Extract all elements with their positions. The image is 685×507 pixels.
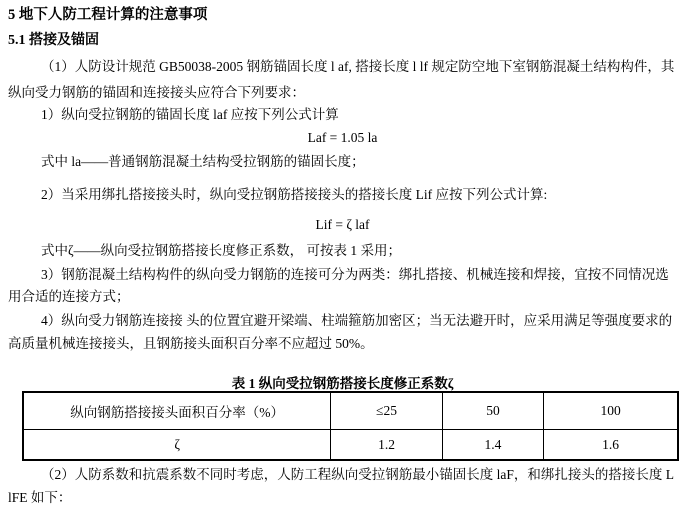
table-cell-zeta-3: 1.6 bbox=[544, 430, 678, 461]
paragraph-1-line-2: 纵向受力钢筋的锚固和连接接头应符合下列要求： bbox=[8, 85, 305, 100]
formula-lap-length: Lif = ζ laf bbox=[315, 217, 370, 232]
list-item-3-line-2: 用合适的连接方式； bbox=[8, 289, 130, 304]
list-item-4-line-1: 4）纵向受力钢筋连接接 头的位置宜避开梁端、柱端箍筋加密区；当无法避开时，应采用满足等强度要求的 bbox=[41, 313, 673, 328]
paragraph-1-line-1: （1）人防设计规范 GB50038-2005 钢筋锚固长度 l af, 搭接长度 l lf 规定防空地下室钢筋混凝土结构构件，其 bbox=[41, 59, 675, 74]
table-title: 表 1 纵向受拉钢筋搭接长度修正系数ζ bbox=[231, 376, 454, 391]
paragraph-2-line-2: lFE 如下： bbox=[8, 490, 72, 505]
paragraph-2-line-1: （2）人防系数和抗震系数不同时考虑，人防工程纵向受拉钢筋最小锚固长度 laF，和绑扎接头的搭接长度 L bbox=[41, 467, 674, 482]
formula-1-note: 式中 la——普通钢筋混凝土结构受拉钢筋的锚固长度； bbox=[41, 154, 365, 169]
subsection-heading: 5.1 搭接及锚固 bbox=[8, 33, 99, 48]
formula-anchorage-length: Laf = 1.05 la bbox=[307, 130, 378, 145]
table-cell-le25: ≤25 bbox=[331, 392, 442, 430]
table-cell-zeta-2: 1.4 bbox=[442, 430, 544, 461]
list-item-2: 2）当采用绑扎搭接接头时，纵向受拉钢筋搭接接头的搭接长度 Lif 应按下列公式计算: bbox=[41, 187, 548, 202]
table-cell-percentage-label: 纵向钢筋搭接接头面积百分率（%） bbox=[23, 392, 331, 430]
list-item-1: 1）纵向受拉钢筋的锚固长度 laf 应按下列公式计算 bbox=[41, 107, 339, 122]
table-cell-50: 50 bbox=[442, 392, 544, 430]
list-item-3-line-1: 3）钢筋混凝土结构构件的纵向受力钢筋的连接可分为两类：绑扎搭接、机械连接和焊接，宜按不同情况选 bbox=[41, 267, 669, 282]
table-data-row bbox=[23, 430, 678, 461]
table-cell-zeta-label: ζ bbox=[23, 430, 331, 461]
correction-factor-table bbox=[22, 391, 679, 461]
table-cell-100: 100 bbox=[544, 392, 678, 430]
list-item-4-line-2: 高质量机械连接接头，且钢筋接头面积百分率不应超过 50%。 bbox=[8, 336, 374, 351]
table-cell-zeta-1: 1.2 bbox=[331, 430, 442, 461]
table-header-row bbox=[23, 392, 678, 430]
section-heading: 5 地下人防工程计算的注意事项 bbox=[8, 7, 208, 23]
formula-2-note: 式中ζ——纵向受拉钢筋搭接长度修正系数， 可按表 1 采用； bbox=[41, 243, 401, 258]
